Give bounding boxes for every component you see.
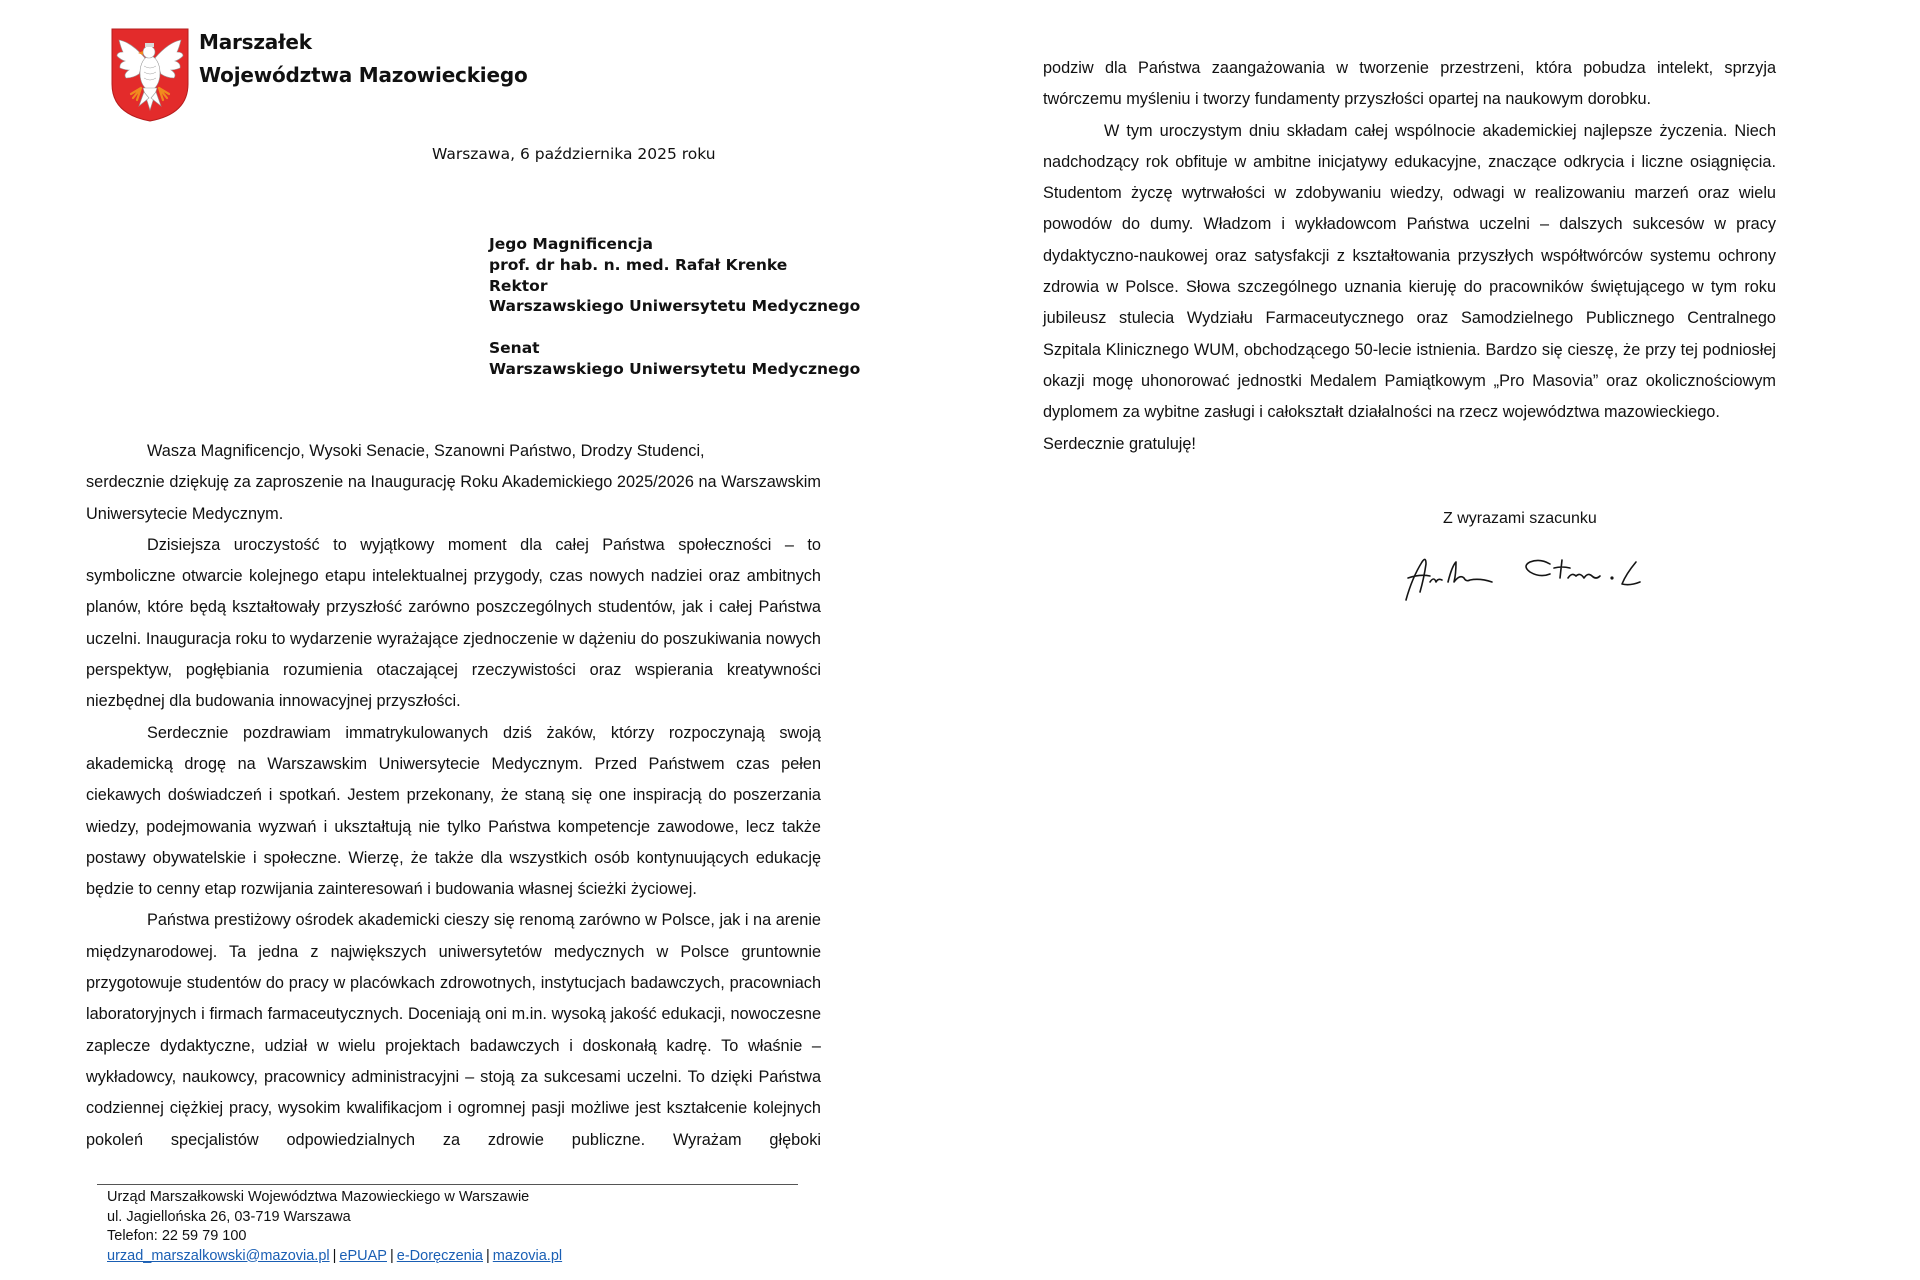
paragraph-2: Dzisiejsza uroczystość to wyjątkowy moment dla całej Państwa społeczności – to symboliczne otwarcie kolejnego etapu intelektualnej przygody, czas nowych nadziei oraz ambitnych planów, które będą kształtowały przyszłość zarówno poszczególnych studentów, jak i całej Państwa uczelni. Inauguracja roku to wydarzenie wyrażające zjednoczenie w dążeniu do poszukiwania nowych perspektyw, pogłębiania rozumienia otaczającej rzeczywistości oraz wspierania kreatywności niezbędnej dla budowania innowacyjnej przyszłości. [86, 535, 821, 711]
addressee-line: prof. dr hab. n. med. Rafał Krenke [489, 255, 788, 274]
link-separator: | [486, 1247, 490, 1264]
footer-divider [97, 1184, 798, 1185]
paragraph-5: W tym uroczystym dniu składam całej wspólnocie akademickiej najlepsze życzenia. Niech nadchodzący rok obfituje w ambitne inicjatywy edukacyjne, znaczące odkrycia i liczne osiągnięcia. Studentom życzę wytrwałości w zdobywaniu wiedzy, odwagi w realizowaniu marzeń oraz wielu powodów do dumy. Władzom i wykładowcom Państwa uczelni – dalszych sukcesów w pracy dydaktyczno-naukowej oraz satysfakcji z kształtowania przyszłych współtwórców systemu ochrony zdrowia w Polsce. Słowa szczególnego uznania kieruję do pracowników świętującego w tym roku jubileusz stulecia Wydziału Farmaceutycznego oraz Samodzielnego Publicznego Centralnego Szpitala Klinicznego WUM, obchodzącego 50-lecie istnienia. Bardzo się cieszę, że przy tej podniosłej okazji mogę uhonorować jednostki Medalem Pamiątkowym „Pro Masovia” oraz okolicznościowym dyplomem za wybitne zasługi i całokształt działalności na rzecz województwa mazowieckiego. [1043, 121, 1776, 422]
paragraph-4-continued: podziw dla Państwa zaangażowania w tworzenie przestrzeni, która pobudza intelekt, sprzyja twórczemu myśleniu i tworzy fundamenty przyszłości opartej na naukowym dorobku. [1043, 59, 1776, 109]
footer-contact [107, 1188, 562, 1266]
paragraph-6: Serdecznie gratuluję! [1043, 434, 1196, 453]
paragraph-4: Państwa prestiżowy ośrodek akademicki cieszy się renomą zarówno w Polsce, jak i na arenie międzynarodowej. Ta jedna z największych uniwersytetów medycznych w Polsce gruntownie przygotowuje studentów do pracy w placówkach zdrowotnych, instytucjach badawczych, pracowniach laboratoryjnych i firmach farmaceutycznych. Doceniają oni m.in. wysoką jakość edukacji, nowoczesne zaplecze dydaktyczne, udział w wielu projektach badawczych i doskonałą kadrę. To właśnie – wykładowcy, naukowcy, pracownicy administracyjni – stoją za sukcesami uczelni. To dzięki Państwa codziennej ciężkiej pracy, wysokim kwalifikacjom i ogromnej pasji możliwe jest kształcenie kolejnych pokoleń specjalistów odpowiedzialnych za zdrowie publiczne. Wyrażam głęboki [86, 911, 821, 1149]
link-separator: | [332, 1247, 337, 1264]
date-line: Warszawa, 6 października 2025 roku [432, 145, 716, 163]
addressee-line: Warszawskiego Uniwersytetu Medycznego [489, 297, 861, 316]
addressee-line: Rektor [489, 276, 548, 295]
mazovia-website-link[interactable]: mazovia.pl [492, 1247, 563, 1264]
mazovia-eagle-crest-icon [111, 28, 189, 122]
addressee-line: Senat [489, 338, 540, 357]
handwritten-signature-icon [1400, 548, 1675, 603]
email-link[interactable]: urzad_marszalkowski@mazovia.pl [107, 1247, 330, 1264]
epuap-link[interactable]: ePUAP [339, 1247, 387, 1264]
footer-office: Urząd Marszałkowski Województwa Mazowieckiego w Warszawie [107, 1189, 530, 1205]
footer-phone: Telefon: 22 59 79 100 [107, 1228, 247, 1244]
letter-body-right-column [1043, 53, 1776, 460]
header-title-line1: Marszałek [199, 30, 312, 54]
header-title-line2: Województwa Mazowieckiego [199, 63, 528, 87]
paragraph-3: Serdecznie pozdrawiam immatrykulowanych dziś żaków, którzy rozpoczynają swoją akademicką drogę na Warszawskim Uniwersytecie Medycznym. Przed Państwem czas pełen ciekawych doświadczeń i spotkań. Jestem przekonany, że staną się one inspiracją do poszerzania wiedzy, podejmowania wyzwań i ukształtują nie tylko Państwa kompetencje zawodowe, lecz także postawy obywatelskie i społeczne. Wierzę, że także dla wszystkich osób kontynuujących edukację będzie to cenny etap rozwijania zainteresowań i budowania własnej ścieżki życiowej. [86, 723, 821, 899]
greeting: Wasza Magnificencjo, Wysoki Senacie, Szanowni Państwo, Drodzy Studenci, [147, 442, 705, 460]
e-doreczenia-link[interactable]: e-Doręczenia [396, 1247, 484, 1264]
addressee-line: Warszawskiego Uniwersytetu Medycznego [489, 359, 861, 378]
link-separator: | [389, 1247, 394, 1264]
letter-body-left-column [86, 436, 821, 1156]
addressee-spacer [489, 317, 860, 338]
closing-phrase: Z wyrazami szacunku [1443, 510, 1597, 527]
footer-links [107, 1247, 562, 1267]
addressee-block [489, 234, 860, 380]
addressee-line: Jego Magnificencja [489, 235, 653, 253]
paragraph-1: serdecznie dziękuję za zaproszenie na Inaugurację Roku Akademickiego 2025/2026 na Warszawskim Uniwersytecie Medycznym. [86, 473, 821, 523]
footer-address: ul. Jagiellońska 26, 03-719 Warszawa [107, 1208, 351, 1225]
